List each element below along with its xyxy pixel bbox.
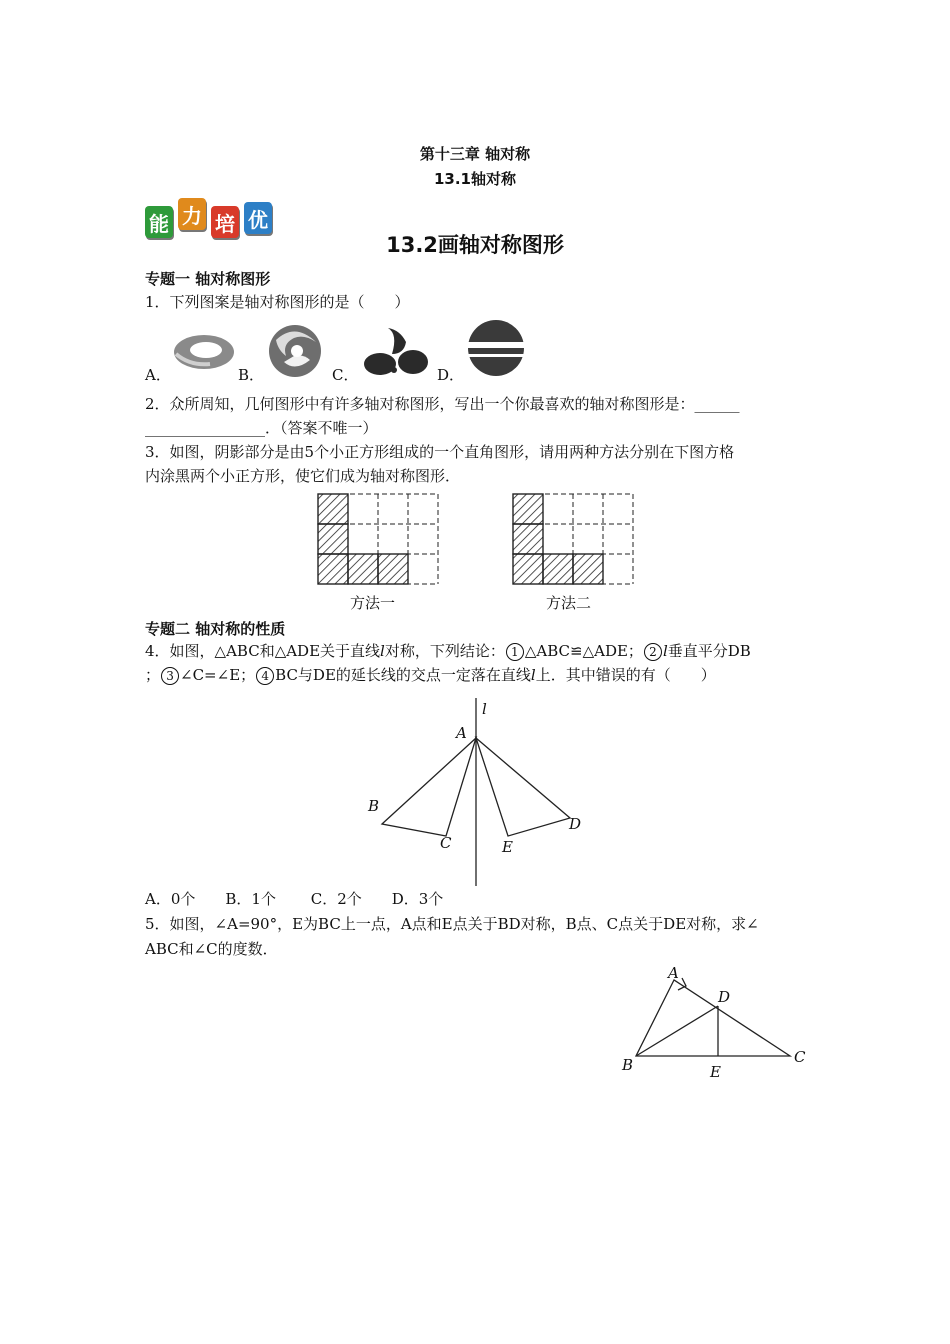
option-c-label: C． bbox=[332, 366, 359, 384]
q4-text-6: ∠C=∠E； bbox=[180, 666, 256, 684]
topic-one-heading: 专题一 轴对称图形 bbox=[145, 270, 271, 288]
label-c: C bbox=[440, 834, 452, 852]
circled-4: 4 bbox=[256, 667, 274, 685]
label-a: A bbox=[668, 964, 679, 982]
question-4-line-1 bbox=[145, 641, 751, 661]
label-a: A bbox=[456, 724, 467, 742]
badge-char-4: 优 bbox=[244, 202, 272, 234]
option-b-figure bbox=[264, 324, 326, 378]
option-d-label: D． bbox=[437, 366, 465, 384]
topic-two-heading: 专题二 轴对称的性质 bbox=[145, 620, 286, 638]
question-2-line-2: ________________．（答案不唯一） bbox=[145, 419, 378, 437]
question-3-line-1: 3．如图，阴影部分是由5个小正方形组成的一个直角图形，请用两种方法分别在下图方格 bbox=[145, 443, 735, 461]
question-5-line-2: ABC和∠C的度数． bbox=[145, 940, 278, 958]
grid-method-two bbox=[511, 492, 635, 586]
q5-triangle-figure bbox=[618, 964, 814, 1084]
question-5-line-1: 5．如图，∠A=90°，E为BC上一点，A点和E点关于BD对称，B点、C点关于DE对称，求∠ bbox=[145, 915, 759, 933]
circled-1: 1 bbox=[506, 643, 524, 661]
option-a-label: A． bbox=[145, 366, 171, 384]
label-e: E bbox=[710, 1063, 721, 1081]
option-b-label: B． bbox=[238, 366, 265, 384]
triangle-abc bbox=[636, 980, 790, 1056]
question-2-line-1: 2．众所周知，几何图形中有许多轴对称图形，写出一个你最喜欢的轴对称图形是：______ bbox=[145, 395, 740, 413]
q4-text-7: BC与DE的延长线的交点一定落在直线 bbox=[275, 666, 531, 684]
circled-3: 3 bbox=[161, 667, 179, 685]
badge-char-3: 培 bbox=[211, 206, 239, 238]
label-c: C bbox=[794, 1048, 806, 1066]
question-4-line-2 bbox=[145, 665, 716, 685]
question-4-answers: A．0个 B．1个 C．2个 D．3个 bbox=[145, 890, 444, 908]
q4-text-3: △ABC≌△ADE； bbox=[524, 642, 643, 660]
q4-line-l: l bbox=[380, 642, 385, 660]
q4-line-l-2: l bbox=[662, 642, 668, 660]
triangle-abc bbox=[382, 738, 476, 836]
circled-2: 2 bbox=[644, 643, 662, 661]
label-d: D bbox=[569, 815, 582, 833]
label-d: D bbox=[718, 988, 731, 1006]
badge-char-2: 力 bbox=[178, 198, 206, 230]
option-c-figure bbox=[358, 324, 430, 380]
triangle-ade bbox=[476, 738, 570, 836]
method-two-caption: 方法二 bbox=[546, 594, 592, 612]
option-d-figure bbox=[465, 318, 527, 378]
q4-text-8: 上．其中错误的有（ ） bbox=[535, 666, 716, 684]
label-b: B bbox=[368, 797, 380, 815]
main-title: 13.2画轴对称图形 bbox=[386, 233, 564, 257]
section-title: 13.1轴对称 bbox=[433, 170, 516, 188]
question-1-stem: 1．下列图案是轴对称图形的是（ ） bbox=[145, 293, 410, 311]
label-b: B bbox=[622, 1056, 634, 1074]
question-3-line-2: 内涂黑两个小正方形，使它们成为轴对称图形． bbox=[145, 467, 461, 485]
q4-symmetry-figure bbox=[360, 696, 590, 888]
grid-method-one bbox=[316, 492, 440, 586]
q4-text-4: 垂直平分DB bbox=[667, 642, 751, 660]
q4-text-1: 4．如图，△ABC和△ADE关于直线 bbox=[145, 642, 381, 660]
label-e: E bbox=[502, 838, 513, 856]
label-l: l bbox=[482, 700, 487, 718]
q4-line-l-3: l bbox=[530, 666, 536, 684]
q4-text-2: 对称，下列结论： bbox=[384, 642, 505, 660]
badge-char-1: 能 bbox=[145, 206, 173, 238]
chapter-title: 第十三章 轴对称 bbox=[419, 145, 531, 163]
q4-text-5: ； bbox=[145, 666, 161, 684]
option-a-figure bbox=[170, 330, 236, 376]
method-one-caption: 方法一 bbox=[350, 594, 396, 612]
